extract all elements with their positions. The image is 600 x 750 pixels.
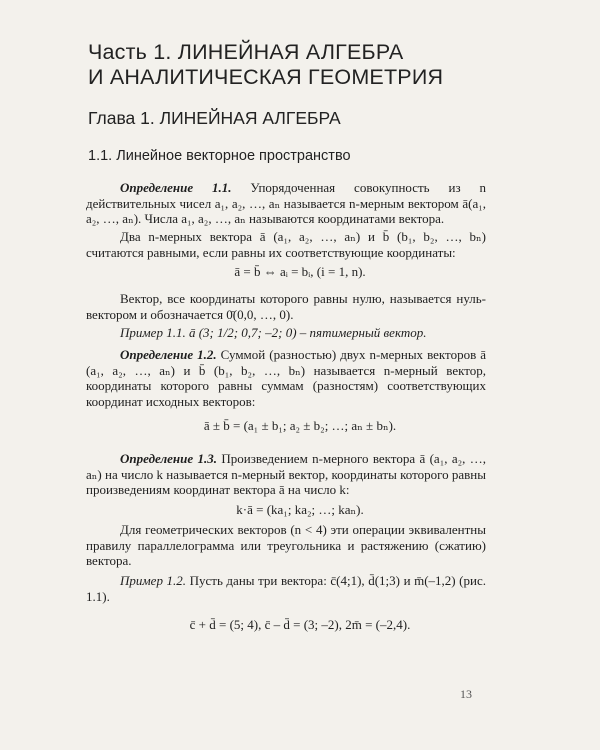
definition-1 — [86, 180, 486, 227]
definition-2 — [86, 347, 486, 409]
part-title-line-1: Часть 1. ЛИНЕЙНАЯ АЛГЕБРА — [88, 40, 404, 64]
part-title-line-2: И АНАЛИТИЧЕСКАЯ ГЕОМЕТРИЯ — [88, 65, 444, 89]
definition-1-text: Упорядоченная совокупность из n действительных чисел a₁, a₂, …, aₙ называется n-мерным вектором ā(a₁, a₂, …, aₙ). Числа a₁, a₂, …, aₙ называются координатами вектора. — [86, 180, 486, 226]
chapter-title: Глава 1. ЛИНЕЙНАЯ АЛГЕБРА — [88, 108, 341, 128]
definition-3 — [86, 451, 486, 498]
definition-3-text: Произведением n-мерного вектора ā (a₁, a₂, …, aₙ) на число k называется n-мерный вектор, координаты которого равны произведениям координат вектора ā на число k: — [86, 451, 487, 497]
equality-paragraph: Два n-мерных вектора ā (a₁, a₂, …, aₙ) и b̄ (b₁, b₂, …, bₙ) считаются равными, если равны их соответствующие координаты: — [86, 229, 486, 260]
example-2-label: Пример 1.2. — [120, 573, 187, 588]
definition-1-label: Определение 1.1. — [120, 180, 232, 195]
formula-example: c̄ + d̄ = (5; 4), c̄ – d̄ = (3; –2), 2m̄ = (–2,4). — [189, 617, 411, 632]
page-number: 13 — [460, 687, 472, 701]
section-title: 1.1. Линейное векторное пространство — [88, 148, 351, 164]
formula-sum: ā ± b̄ = (a₁ ± b₁; a₂ ± b₂; …; aₙ ± bₙ). — [203, 418, 397, 433]
geometric-paragraph: Для геометрических векторов (n < 4) эти операции эквивалентны правилу параллелограмма или треугольника и растяжению (сжатию) вектора. — [86, 522, 486, 568]
zero-vector-paragraph: Вектор, все координаты которого равны нулю, называется нуль-вектором и обозначается 0̄(0,0, …, 0). — [86, 291, 486, 322]
example-2-text: Пусть даны три вектора: c̄(4;1), d̄(1;3) и m̄(–1,2) (рис. 1.1). — [86, 573, 486, 604]
example-1: Пример 1.1. ā (3; 1/2; 0,7; –2; 0) – пятимерный вектор. — [120, 325, 427, 340]
definition-3-label: Определение 1.3. — [120, 451, 217, 466]
example-2 — [86, 573, 486, 604]
formula-equality: ā = b̄ ⇔ aᵢ = bᵢ, (i = 1, n). — [234, 264, 366, 279]
part-title — [88, 40, 548, 90]
formula-multiply: k·ā = (ka₁; ka₂; …; kaₙ). — [236, 502, 364, 517]
definition-2-label: Определение 1.2. — [120, 347, 217, 362]
definition-2-text: Суммой (разностью) двух n-мерных векторов ā (a₁, a₂, …, aₙ) и b̄ (b₁, b₂, …, bₙ) называется n-мерный вектор, координаты которого равны суммам (разностям) соответствующих координат исходных векторов: — [86, 347, 486, 409]
